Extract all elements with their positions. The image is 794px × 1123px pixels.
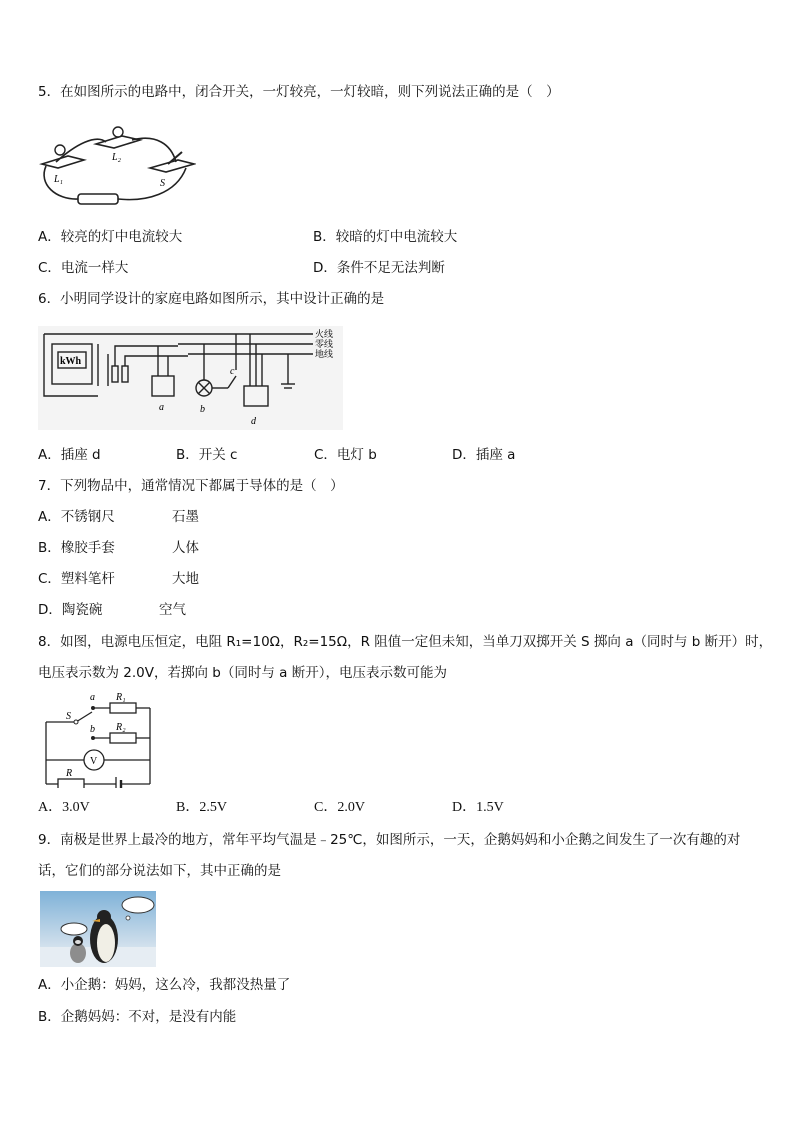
label-b: b — [90, 724, 95, 735]
q8-option-c[interactable]: C．2.0V — [314, 800, 365, 815]
q7-option-a-second: 石墨 — [172, 509, 199, 525]
q5-option-c[interactable]: C．电流一样大 — [38, 260, 129, 276]
q7-option-b-second: 人体 — [172, 540, 199, 556]
penguin-illustration — [40, 891, 156, 967]
q8-stem-line2: 电压表示数为 2.0V，若掷向 b（同时与 a 断开），电压表示数可能为 — [38, 665, 447, 681]
q9-option-b[interactable]: B．企鹅妈妈：不对，是没有内能 — [38, 1009, 237, 1025]
label-L2: L₂ — [112, 152, 122, 163]
q5-stem: 5．在如图所示的电路中，闭合开关，一灯较亮，一灯较暗，则下列说法正确的是（ ） — [38, 84, 560, 100]
label-ground: 地线 — [315, 349, 334, 359]
label-a: a — [159, 402, 164, 413]
q8-circuit-figure — [38, 688, 158, 788]
q6-stem: 6．小明同学设计的家庭电路如图所示，其中设计正确的是 — [38, 291, 385, 307]
q7-option-c-second: 大地 — [172, 571, 199, 587]
q6-option-c[interactable]: C．电灯 b — [314, 447, 377, 463]
q7-stem: 7．下列物品中，通常情况下都属于导体的是（ ） — [38, 478, 344, 494]
q8-stem-line1: 8．如图，电源电压恒定，电阻 R₁=10Ω，R₂=15Ω，R 阻值一定但未知，当单刀双掷开关 S 掷向 a（同时与 b 断开）时， — [38, 634, 773, 650]
q7-option-d-second: 空气 — [159, 602, 186, 618]
label-b: b — [200, 404, 205, 415]
label-live: 火线 — [315, 329, 334, 339]
q9-option-a[interactable]: A．小企鹅：妈妈，这么冷，我都没热量了 — [38, 977, 291, 993]
q6-option-b[interactable]: B．开关 c — [176, 447, 238, 463]
meter-label: kWh — [60, 356, 82, 367]
q5-option-a[interactable]: A．较亮的灯中电流较大 — [38, 229, 183, 245]
q7-option-d[interactable]: D．陶瓷碗 — [38, 602, 103, 618]
voltmeter-label: V — [90, 756, 98, 767]
q7-option-a[interactable]: A．不锈钢尺 — [38, 509, 115, 525]
q5-option-b[interactable]: B．较暗的灯中电流较大 — [313, 229, 458, 245]
q9-stem-line1: 9．南极是世界上最冷的地方，常年平均气温是﹣25℃，如图所示，一天，企鹅妈妈和小企鹅之间发生了一次有趣的对 — [38, 832, 741, 848]
q8-option-a[interactable]: A．3.0V — [38, 800, 90, 815]
label-R2: R₂ — [116, 722, 126, 733]
label-c: c — [230, 366, 235, 377]
q6-household-circuit-figure — [38, 326, 343, 430]
label-R: R — [66, 768, 73, 779]
label-neutral: 零线 — [315, 339, 334, 349]
label-R1: R₁ — [116, 692, 126, 703]
q6-option-d[interactable]: D．插座 a — [452, 447, 516, 463]
label-a: a — [90, 692, 95, 703]
q5-circuit-figure — [36, 124, 196, 212]
q6-option-a[interactable]: A．插座 d — [38, 447, 101, 463]
label-S: S — [66, 711, 71, 722]
label-d: d — [251, 416, 256, 427]
q7-option-b[interactable]: B．橡胶手套 — [38, 540, 115, 556]
q5-option-d[interactable]: D．条件不足无法判断 — [313, 260, 445, 276]
q9-stem-line2: 话，它们的部分说法如下，其中正确的是 — [38, 863, 281, 879]
q7-option-c[interactable]: C．塑料笔杆 — [38, 571, 115, 587]
label-S: S — [160, 178, 165, 189]
q8-option-d[interactable]: D．1.5V — [452, 800, 504, 815]
label-L1: L₁ — [54, 174, 64, 185]
q8-option-b[interactable]: B．2.5V — [176, 800, 227, 815]
